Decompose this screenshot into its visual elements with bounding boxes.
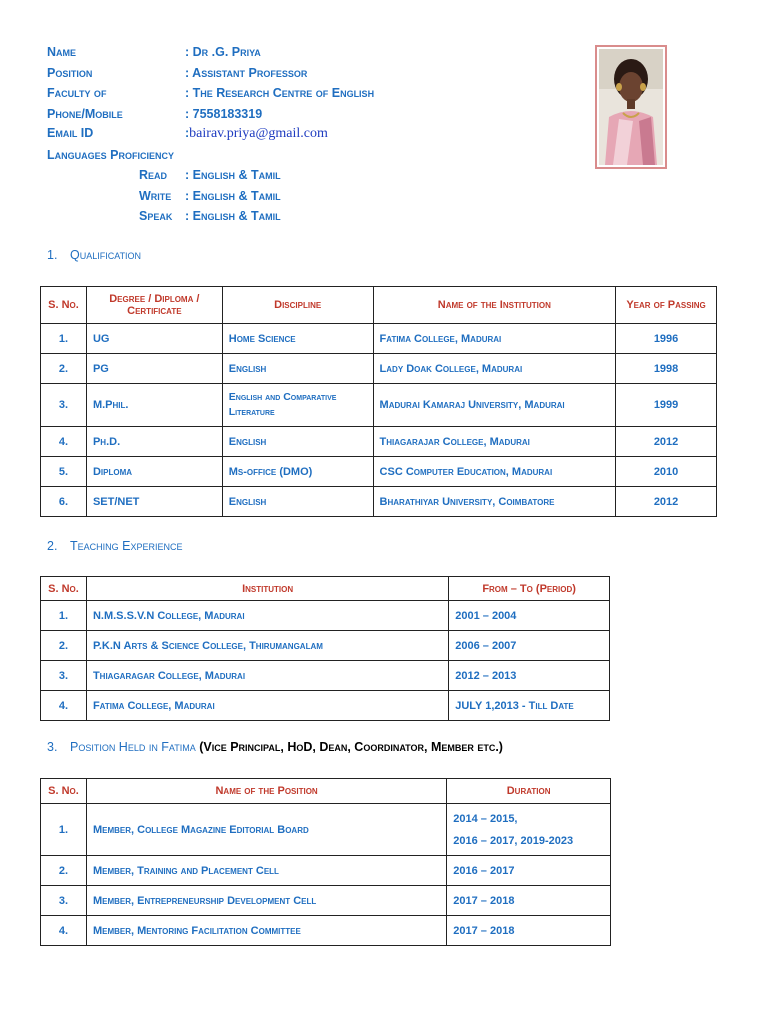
position-table: [40, 778, 611, 946]
cell-institution: Fatima College, Madurai: [373, 324, 616, 354]
section-title-text: Teaching Experience: [70, 539, 183, 553]
position-label: Position: [47, 66, 93, 80]
qualification-table: [40, 286, 717, 517]
read-value: : English & Tamil: [185, 168, 281, 182]
table-row: [41, 427, 717, 457]
table-row: [41, 691, 610, 721]
cell-institution: P.K.N Arts & Science College, Thirumangalam: [86, 631, 448, 661]
cell-degree: Diploma: [86, 457, 222, 487]
speak-row: [139, 209, 281, 223]
header-degree: Degree / Diploma / Certificate: [86, 287, 222, 324]
cell-discipline: English: [222, 427, 373, 457]
cell-degree: M.Phil.: [86, 384, 222, 427]
cell-position: Member, Mentoring Facilitation Committee: [86, 916, 446, 946]
cell-duration: 2017 – 2018: [447, 886, 611, 916]
section-number: 1.: [47, 248, 58, 262]
section-title-text: Position Held in Fatima: [70, 740, 196, 754]
teaching-table: [40, 576, 610, 721]
faculty-value: : The Research Centre of English: [185, 86, 375, 100]
cell-year: 1998: [616, 354, 717, 384]
cell-sno: 2.: [41, 631, 87, 661]
header-duration: Duration: [447, 779, 611, 804]
cell-sno: 2.: [41, 856, 87, 886]
section-positions-title: [47, 740, 503, 754]
table-row: [41, 601, 610, 631]
cell-discipline: English: [222, 487, 373, 517]
write-row: [139, 189, 281, 203]
table-row: [41, 856, 611, 886]
table-row: [41, 886, 611, 916]
read-row: [139, 168, 281, 182]
portrait-image: [599, 49, 663, 165]
table-row: [41, 804, 611, 856]
table-row: [41, 457, 717, 487]
header-sno: S. No.: [41, 577, 87, 601]
cell-period: 2006 – 2007: [449, 631, 610, 661]
section-qualification-title: [47, 248, 141, 262]
cell-institution: N.M.S.S.V.N College, Madurai: [86, 601, 448, 631]
cell-sno: 1.: [41, 804, 87, 856]
table-row: [41, 916, 611, 946]
cell-position: Member, Entrepreneurship Development Cell: [86, 886, 446, 916]
speak-value: : English & Tamil: [185, 209, 281, 223]
write-value: : English & Tamil: [185, 189, 281, 203]
position-row: [47, 66, 307, 80]
header-sno: S. No.: [41, 287, 87, 324]
email-value[interactable]: bairav.priya@gmail.com: [189, 126, 328, 141]
table-row: [41, 487, 717, 517]
table-row: [41, 354, 717, 384]
cell-institution: Bharathiyar University, Coimbatore: [373, 487, 616, 517]
cell-degree: PG: [86, 354, 222, 384]
cell-degree: SET/NET: [86, 487, 222, 517]
cell-duration: 2017 – 2018: [447, 916, 611, 946]
cell-sno: 3.: [41, 384, 87, 427]
cell-period: JULY 1,2013 - Till Date: [449, 691, 610, 721]
cell-discipline: Home Science: [222, 324, 373, 354]
speak-label: Speak: [139, 209, 173, 223]
cell-institution: Thiagaragar College, Madurai: [86, 661, 448, 691]
read-label: Read: [139, 168, 168, 182]
cell-period: 2001 – 2004: [449, 601, 610, 631]
cell-discipline: Ms-office (DMO): [222, 457, 373, 487]
cell-discipline: English and Comparative Literature: [222, 384, 373, 427]
header-year: Year of Passing: [616, 287, 717, 324]
languages-label: Languages Proficiency: [47, 148, 174, 162]
faculty-row: [47, 86, 374, 100]
cell-year: 1999: [616, 384, 717, 427]
cell-year: 2012: [616, 487, 717, 517]
cell-sno: 1.: [41, 601, 87, 631]
cell-degree: UG: [86, 324, 222, 354]
email-label: Email ID: [47, 126, 94, 140]
table-header-row: [41, 287, 717, 324]
duration-line-1: 2014 – 2015,: [453, 812, 518, 825]
cell-year: 1996: [616, 324, 717, 354]
section-number: 2.: [47, 539, 58, 553]
name-label: Name: [47, 45, 77, 59]
faculty-label: Faculty of: [47, 86, 107, 100]
cell-sno: 2.: [41, 354, 87, 384]
cell-sno: 4.: [41, 691, 87, 721]
email-row: [47, 126, 328, 142]
name-value: : Dr .G. Priya: [185, 45, 261, 59]
email-colon: :: [185, 126, 190, 140]
phone-label: Phone/Mobile: [47, 107, 123, 121]
header-institution: Institution: [86, 577, 448, 601]
section-teaching-title: [47, 539, 182, 553]
cell-position: Member, College Magazine Editorial Board: [86, 804, 446, 856]
position-value: : Assistant Professor: [185, 66, 308, 80]
phone-row: [47, 107, 262, 121]
section-number: 3.: [47, 740, 58, 754]
header-sno: S. No.: [41, 779, 87, 804]
table-row: [41, 324, 717, 354]
section-title-extra: (Vice Principal, HoD, Dean, Coordinator, Member etc.): [195, 740, 503, 754]
header-institution: Name of the Institution: [373, 287, 616, 324]
table-row: [41, 384, 717, 427]
table-header-row: [41, 577, 610, 601]
cell-sno: 5.: [41, 457, 87, 487]
cell-sno: 6.: [41, 487, 87, 517]
cell-sno: 4.: [41, 427, 87, 457]
header-discipline: Discipline: [222, 287, 373, 324]
cell-institution: Thiagarajar College, Madurai: [373, 427, 616, 457]
cell-year: 2012: [616, 427, 717, 457]
cell-position: Member, Training and Placement Cell: [86, 856, 446, 886]
phone-value: : 7558183319: [185, 107, 263, 121]
cell-institution: Madurai Kamaraj University, Madurai: [373, 384, 616, 427]
name-row: [47, 45, 261, 59]
table-row: [41, 631, 610, 661]
duration-line-2: 2016 – 2017, 2019-2023: [453, 834, 574, 847]
section-title-text: Qualification: [70, 248, 142, 262]
header-position: Name of the Position: [86, 779, 446, 804]
cell-degree: Ph.D.: [86, 427, 222, 457]
cell-sno: 3.: [41, 886, 87, 916]
write-label: Write: [139, 189, 172, 203]
cell-sno: 3.: [41, 661, 87, 691]
cell-year: 2010: [616, 457, 717, 487]
cell-sno: 1.: [41, 324, 87, 354]
cell-institution: CSC Computer Education, Madurai: [373, 457, 616, 487]
cell-institution: Fatima College, Madurai: [86, 691, 448, 721]
cell-institution: Lady Doak College, Madurai: [373, 354, 616, 384]
cell-duration: 2016 – 2017: [447, 856, 611, 886]
table-header-row: [41, 779, 611, 804]
cell-sno: 4.: [41, 916, 87, 946]
table-row: [41, 661, 610, 691]
profile-photo: [595, 45, 667, 169]
cell-duration: [447, 804, 611, 856]
cell-discipline: English: [222, 354, 373, 384]
header-period: From – To (Period): [449, 577, 610, 601]
cell-period: 2012 – 2013: [449, 661, 610, 691]
